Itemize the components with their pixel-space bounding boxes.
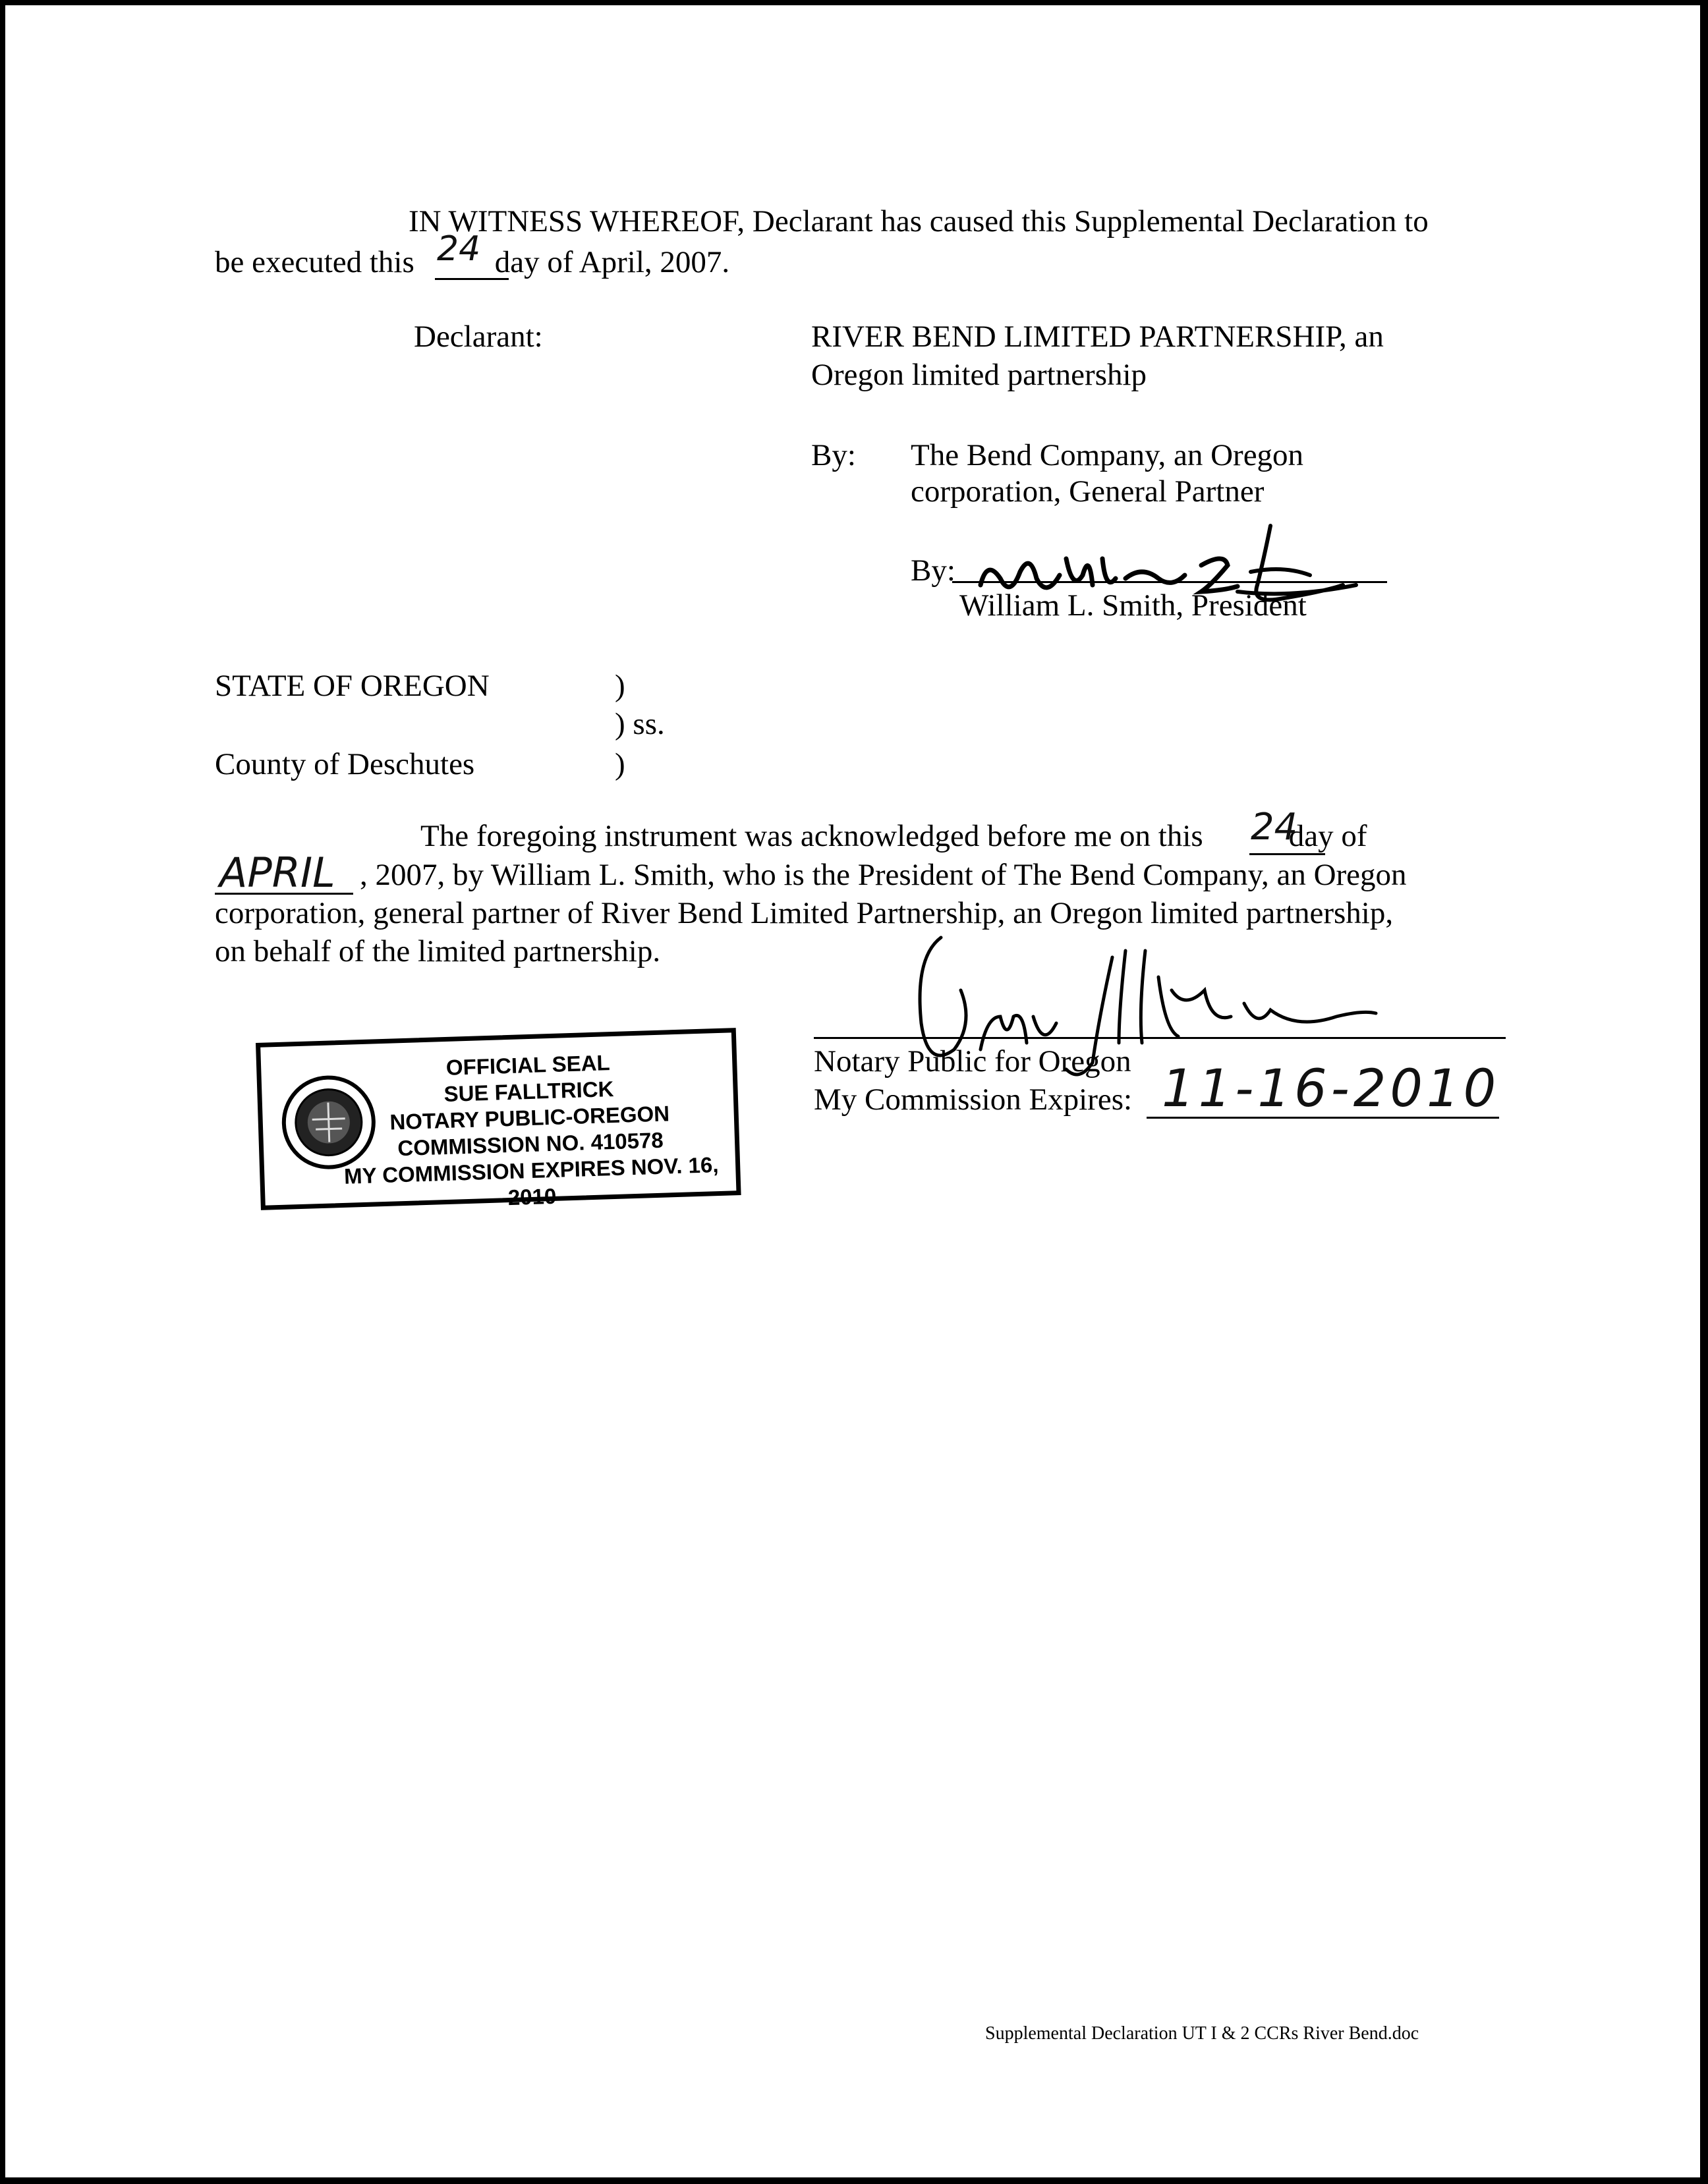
ack-line-3: corporation, general partner of River Bend Limited Partnership, an Oregon limited partnership, bbox=[215, 896, 1394, 930]
declarant-name-line-1: RIVER BEND LIMITED PARTNERSHIP, an bbox=[811, 320, 1384, 354]
footer-filename: Supplemental Declaration UT I & 2 CCRs River Bend.doc bbox=[985, 2023, 1419, 2044]
ack-month-handwritten: APRIL bbox=[219, 849, 335, 897]
by-line-2: corporation, General Partner bbox=[911, 474, 1265, 509]
venue-paren-3: ) bbox=[615, 747, 625, 781]
ack-line-1 bbox=[420, 818, 1367, 854]
ack-day-blank bbox=[1249, 853, 1325, 855]
official-seal-stamp bbox=[256, 1028, 741, 1210]
seal-line-5: MY COMMISSION EXPIRES NOV. 16, 2010 bbox=[343, 1152, 719, 1210]
declarant-label: Declarant: bbox=[414, 320, 543, 354]
notary-signature-line bbox=[814, 1037, 1506, 1039]
commission-expires-handwritten: 11-16-2010 bbox=[1162, 1059, 1500, 1119]
declarant-name-line-2: Oregon limited partnership bbox=[811, 358, 1147, 392]
witness-line-1: IN WITNESS WHEREOF, Declarant has caused this Supplemental Declaration to bbox=[409, 204, 1429, 238]
ack-before-me-text: The foregoing instrument was acknowledged before me on this bbox=[420, 819, 1203, 853]
witness-executed-text: be executed this bbox=[215, 245, 414, 279]
notary-title: Notary Public for Oregon bbox=[814, 1044, 1131, 1078]
venue-ss: ) ss. bbox=[615, 707, 665, 741]
ack-line-4: on behalf of the limited partnership. bbox=[215, 934, 661, 968]
ack-day-of-text: day of bbox=[1288, 819, 1367, 853]
seal-line-1: OFFICIAL SEAL bbox=[445, 1050, 611, 1080]
seal-line-4: COMMISSION NO. 410578 bbox=[397, 1127, 664, 1161]
seal-line-3: NOTARY PUBLIC-OREGON bbox=[389, 1101, 670, 1134]
commission-expires-label: My Commission Expires: bbox=[814, 1082, 1133, 1117]
seal-line-2: SUE FALLTRICK bbox=[443, 1076, 614, 1107]
document-page bbox=[5, 5, 1700, 2177]
venue-state: STATE OF OREGON bbox=[215, 669, 490, 703]
ack-line-2: , 2007, by William L. Smith, who is the President of The Bend Company, an Oregon bbox=[360, 858, 1407, 892]
by-line-1: The Bend Company, an Oregon bbox=[911, 438, 1304, 472]
witness-day-text: day of April, 2007. bbox=[494, 245, 730, 279]
seal-text bbox=[333, 1046, 727, 1216]
ack-day-handwritten: 24 bbox=[1251, 806, 1298, 849]
by-label: By: bbox=[811, 438, 856, 472]
witness-day-handwritten: 24 bbox=[437, 229, 481, 269]
witness-day-blank bbox=[435, 278, 509, 280]
signature-by-label: By: bbox=[911, 553, 955, 588]
venue-county: County of Deschutes bbox=[215, 747, 475, 781]
venue-paren-1: ) bbox=[615, 669, 625, 703]
signer-name: William L. Smith, President bbox=[959, 588, 1307, 623]
